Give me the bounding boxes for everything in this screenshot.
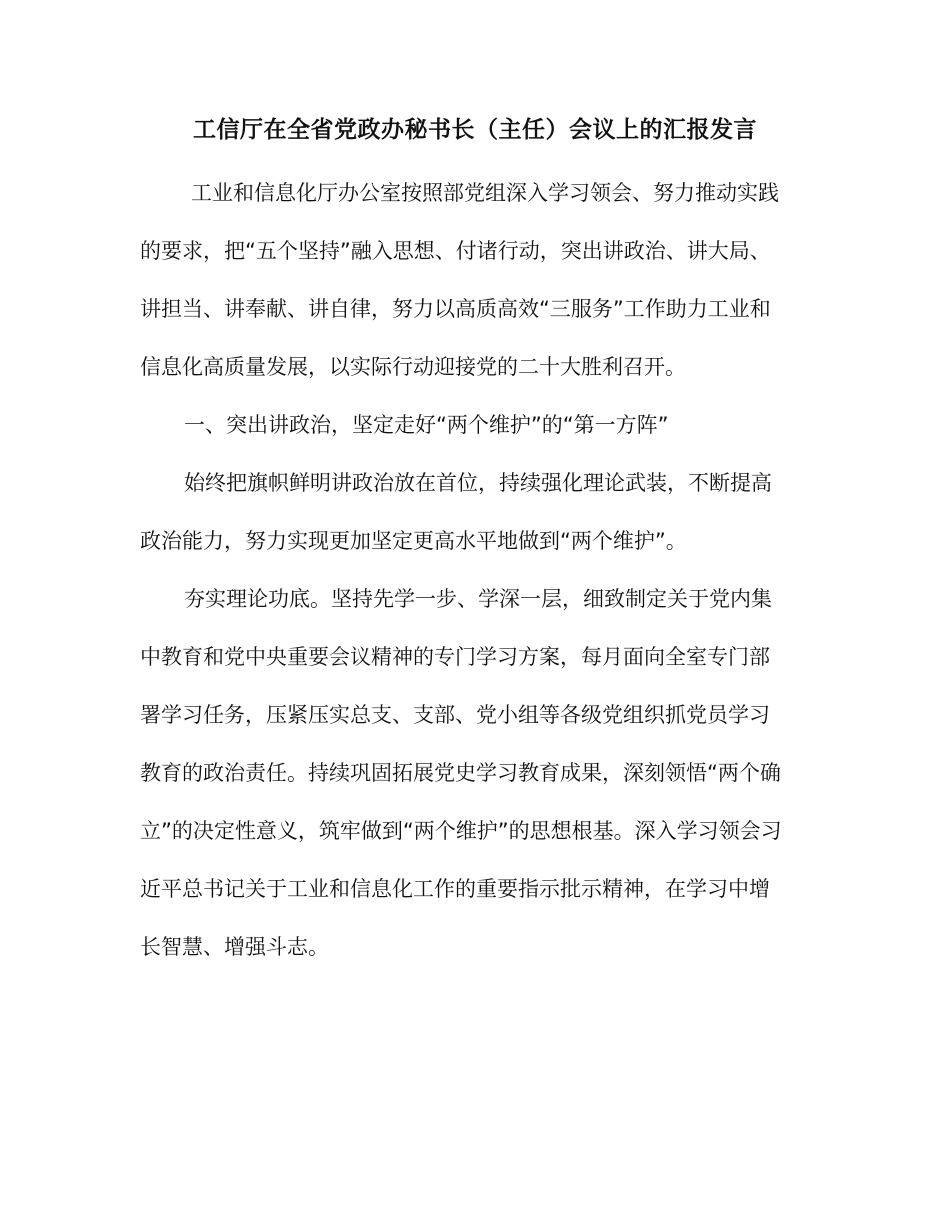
paragraph-4-line-5: 立”的决定性意义，筑牢做到“两个维护”的思想根基。深入学习领会习 bbox=[140, 819, 782, 843]
section-heading-1: 一、突出讲政治，坚定走好“两个维护”的“第一方阵” bbox=[184, 413, 669, 437]
paragraph-4-line-7: 长智慧、增强斗志。 bbox=[140, 935, 329, 959]
paragraph-4-line-2: 中教育和党中央重要会议精神的专门学习方案，每月面向全室专门部 bbox=[140, 645, 770, 669]
paragraph-3-line-1: 始终把旗帜鲜明讲政治放在首位，持续强化理论武装，不断提高 bbox=[184, 471, 772, 495]
paragraph-3-line-2: 政治能力，努力实现更加坚定更高水平地做到“两个维护”。 bbox=[140, 529, 687, 553]
paragraph-4-line-3: 署学习任务，压紧压实总支、支部、党小组等各级党组织抓党员学习 bbox=[140, 703, 770, 727]
paragraph-1-line-4: 信息化高质量发展，以实际行动迎接党的二十大胜利召开。 bbox=[140, 355, 686, 379]
paragraph-4-line-1: 夯实理论功底。坚持先学一步、学深一层，细致制定关于党内集 bbox=[184, 587, 772, 611]
paragraph-1-line-1: 工业和信息化厅办公室按照部党组深入学习领会、努力推动实践 bbox=[191, 181, 779, 205]
document-title: 工信厅在全省党政办秘书长（主任）会议上的汇报发言 bbox=[193, 117, 757, 143]
paragraph-4-line-6: 近平总书记关于工业和信息化工作的重要指示批示精神，在学习中增 bbox=[140, 877, 770, 901]
paragraph-1-line-3: 讲担当、讲奉献、讲自律，努力以高质高效“三服务”工作助力工业和 bbox=[140, 297, 771, 321]
paragraph-1-line-2: 的要求，把“五个坚持”融入思想、付诸行动，突出讲政治、讲大局、 bbox=[140, 239, 771, 263]
document-body bbox=[140, 170, 805, 982]
paragraph-4-line-4: 教育的政治责任。持续巩固拓展党史学习教育成果，深刻领悟“两个确 bbox=[140, 761, 781, 785]
